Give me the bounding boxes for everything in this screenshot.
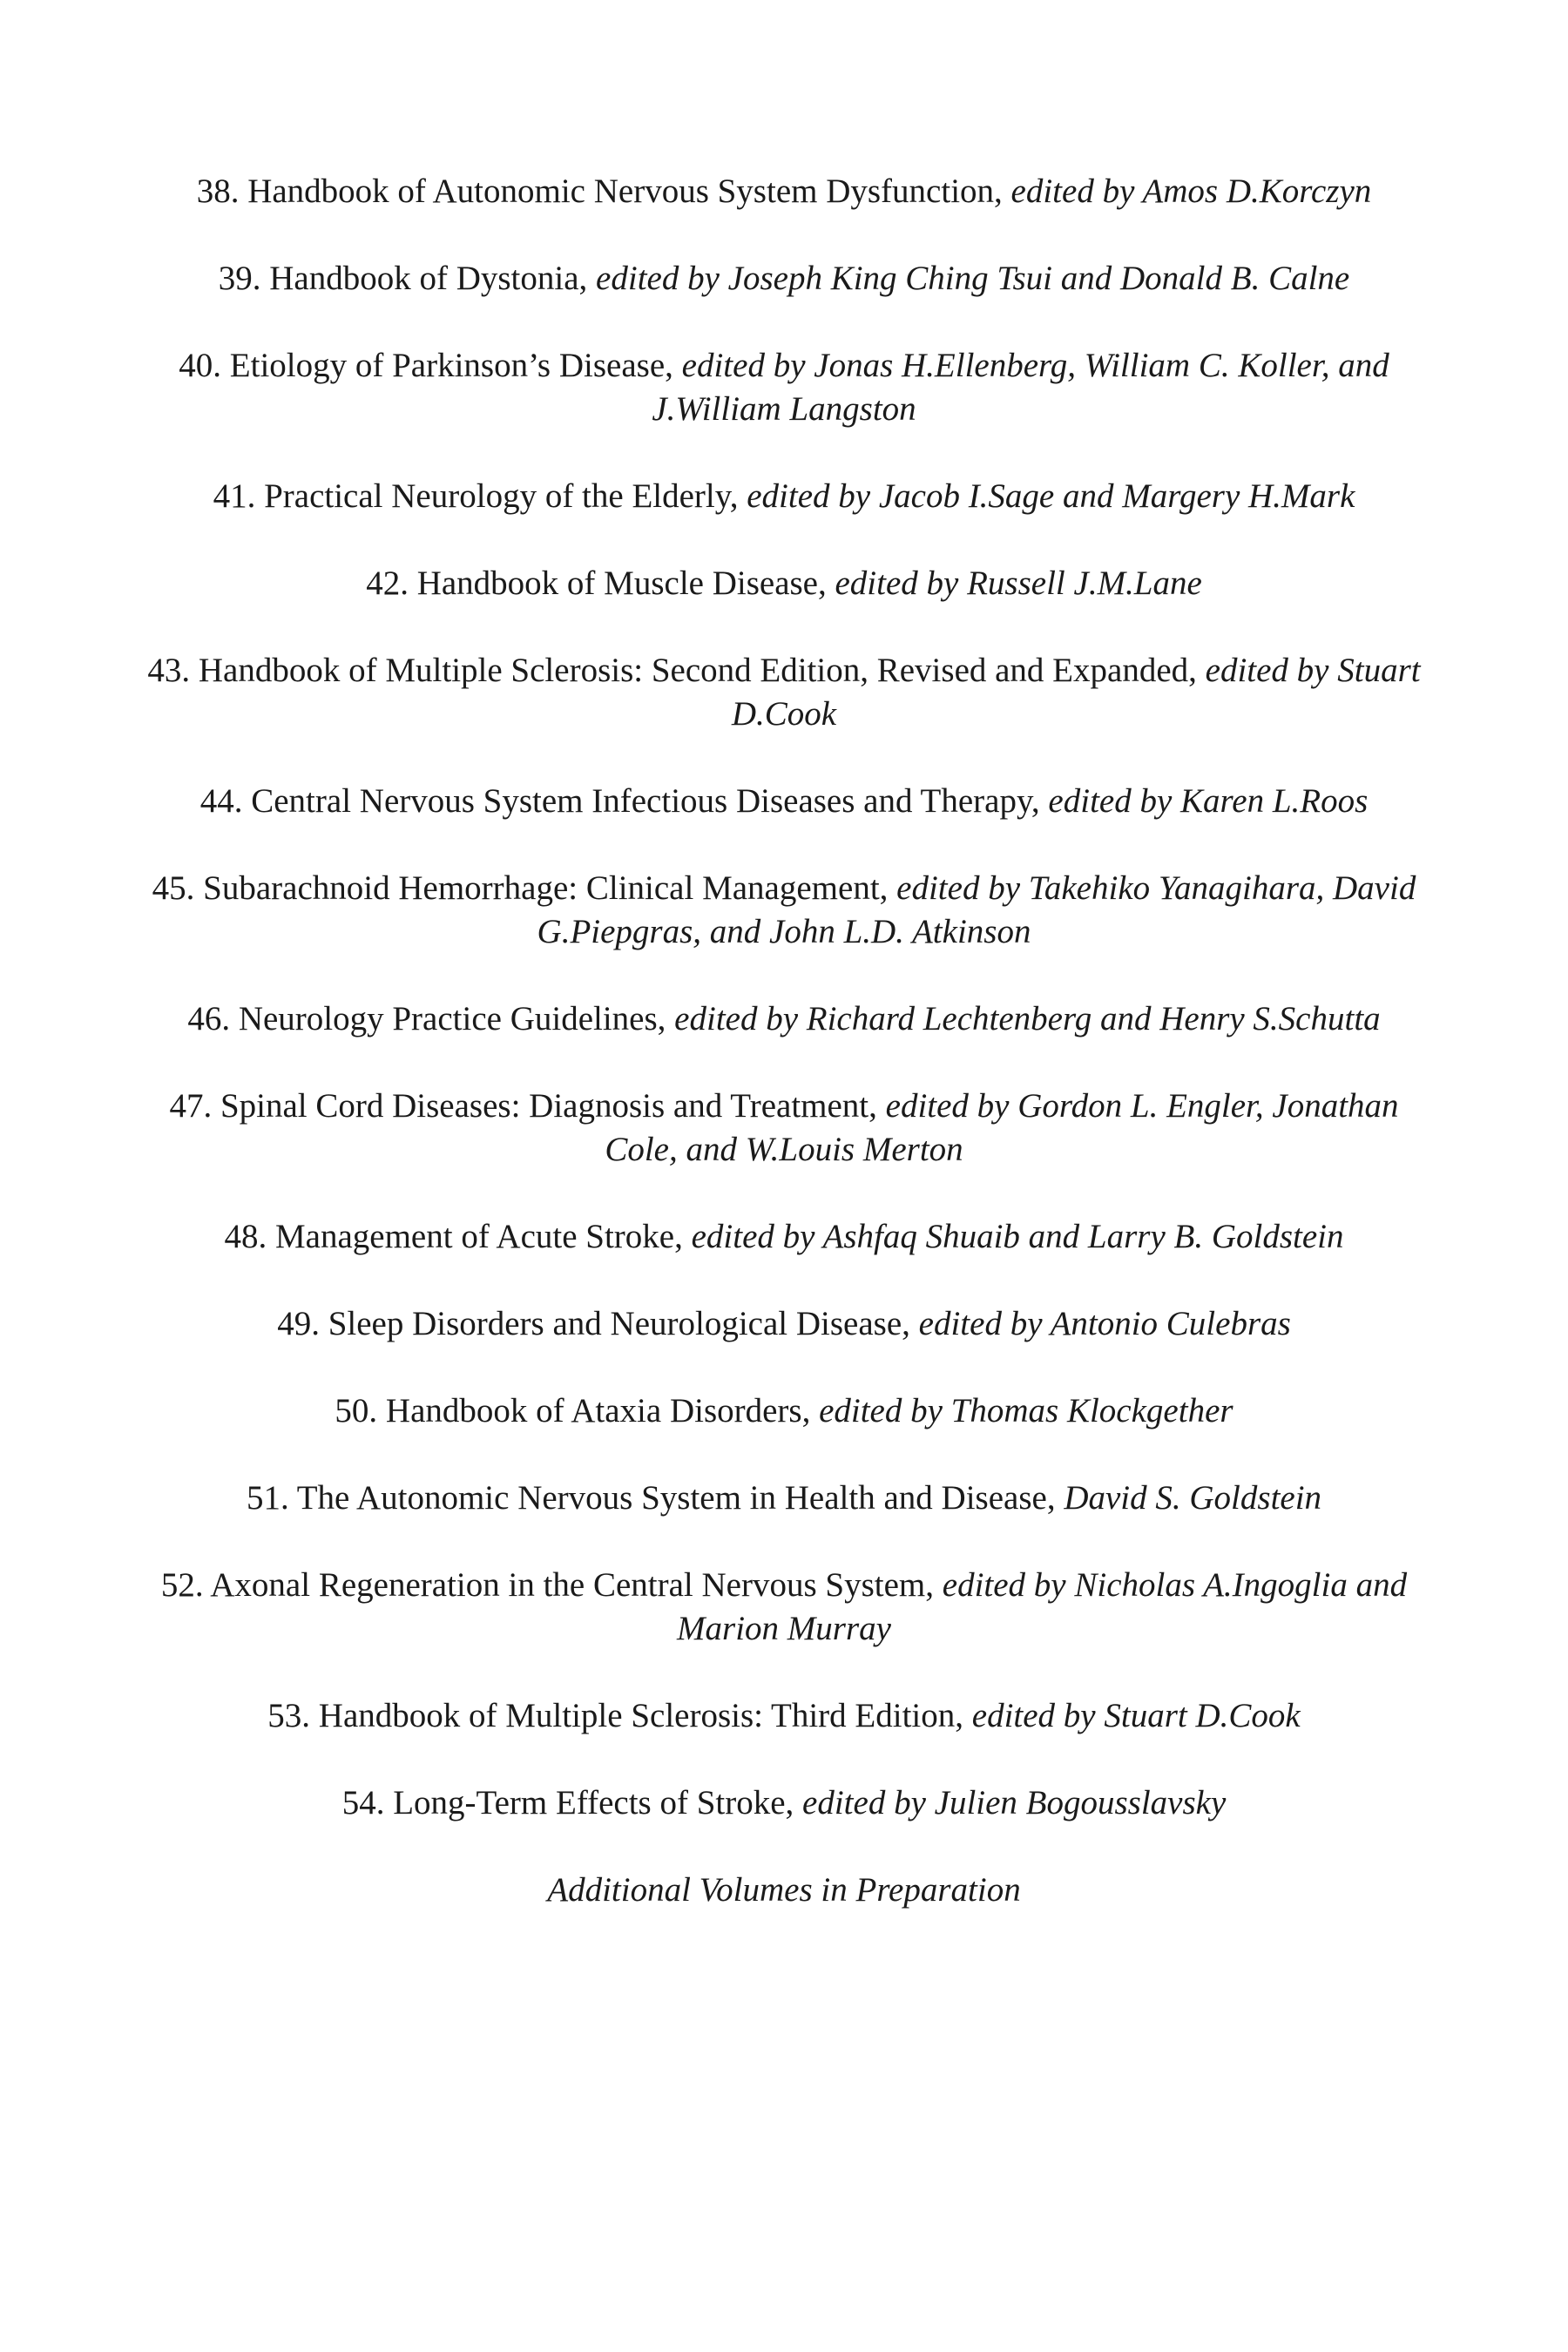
entry-title: 42. Handbook of Muscle Disease,: [366, 564, 835, 602]
entry-editors: edited by Russell J.M.Lane: [835, 564, 1202, 602]
series-entry-52: [131, 1564, 1437, 1651]
series-entry-46: [131, 997, 1437, 1041]
entry-title: 51. The Autonomic Nervous System in Health and Disease,: [246, 1479, 1064, 1517]
entry-editors: edited by Gordon L. Engler, Jonathan Cole, and W.Louis Merton: [605, 1087, 1399, 1168]
series-entry-49: [131, 1302, 1437, 1346]
series-entry-43: [131, 649, 1437, 736]
entry-editors: edited by Karen L.Roos: [1048, 782, 1369, 820]
series-entry-45: [131, 867, 1437, 954]
entry-title: 43. Handbook of Multiple Sclerosis: Second Edition, Revised and Expanded,: [147, 652, 1206, 689]
entry-title: 48. Management of Acute Stroke,: [224, 1218, 692, 1255]
entry-title: 49. Sleep Disorders and Neurological Disease,: [277, 1305, 919, 1342]
additional-volumes-note: Additional Volumes in Preparation: [547, 1871, 1021, 1909]
entry-title: 44. Central Nervous System Infectious Diseases and Therapy,: [199, 782, 1049, 820]
entry-editors: edited by Richard Lechtenberg and Henry S.Schutta: [674, 1000, 1381, 1037]
entry-editors: edited by Thomas Klockgether: [819, 1392, 1233, 1429]
entry-editors: edited by Antonio Culebras: [918, 1305, 1291, 1342]
entry-title: 46. Neurology Practice Guidelines,: [187, 1000, 675, 1037]
series-entry-51: [131, 1477, 1437, 1520]
entry-editors: edited by Amos D.Korczyn: [1010, 172, 1372, 210]
entry-editors: David S. Goldstein: [1064, 1479, 1322, 1517]
entry-title: 45. Subarachnoid Hemorrhage: Clinical Management,: [152, 869, 897, 907]
series-entry-44: [131, 780, 1437, 823]
entry-title: 39. Handbook of Dystonia,: [218, 260, 597, 297]
series-entry-40: [131, 344, 1437, 431]
entry-editors: edited by Julien Bogousslavsky: [802, 1784, 1227, 1821]
entry-title: 38. Handbook of Autonomic Nervous System Dysfunction,: [196, 172, 1011, 210]
entry-title: 41. Practical Neurology of the Elderly,: [213, 477, 747, 515]
series-list-page: [131, 170, 1437, 1912]
entry-editors: edited by Jonas H.Ellenberg, William C. Koller, and J.William Langston: [652, 347, 1389, 428]
series-entry-47: [131, 1085, 1437, 1172]
series-entry-38: [131, 170, 1437, 213]
entry-editors: edited by Stuart D.Cook: [731, 652, 1421, 733]
entry-title: 53. Handbook of Multiple Sclerosis: Third Edition,: [267, 1697, 972, 1734]
series-entry-48: [131, 1215, 1437, 1259]
entry-editors: edited by Ashfaq Shuaib and Larry B. Goldstein: [691, 1218, 1344, 1255]
series-entry-42: [131, 562, 1437, 605]
series-entry-39: [131, 257, 1437, 301]
entry-editors: edited by Joseph King Ching Tsui and Donald B. Calne: [596, 260, 1350, 297]
series-entry-53: [131, 1694, 1437, 1738]
entry-editors: edited by Stuart D.Cook: [971, 1697, 1301, 1734]
entry-title: 52. Axonal Regeneration in the Central Nervous System,: [160, 1566, 943, 1604]
series-entry-54: [131, 1781, 1437, 1825]
entry-title: 50. Handbook of Ataxia Disorders,: [335, 1392, 820, 1429]
entry-editors: edited by Nicholas A.Ingoglia and Marion Murray: [677, 1566, 1408, 1647]
entry-title: 54. Long-Term Effects of Stroke,: [341, 1784, 803, 1821]
series-entry-41: [131, 475, 1437, 518]
entry-editors: edited by Jacob I.Sage and Margery H.Mark: [747, 477, 1355, 515]
entry-editors: edited by Takehiko Yanagihara, David G.Piepgras, and John L.D. Atkinson: [537, 869, 1416, 950]
entry-title: 40. Etiology of Parkinson’s Disease,: [179, 347, 682, 384]
entry-title: 47. Spinal Cord Diseases: Diagnosis and Treatment,: [169, 1087, 886, 1125]
series-entry-50: [131, 1389, 1437, 1433]
